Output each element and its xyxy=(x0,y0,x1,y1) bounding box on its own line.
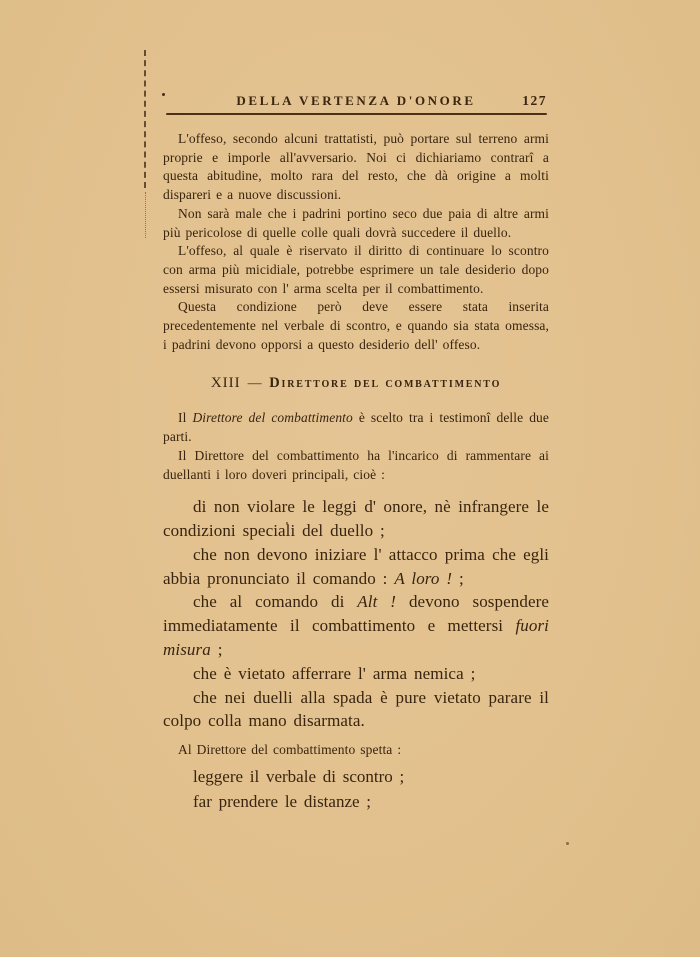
text-run: L'offeso, secondo alcuni trattatisti, può portare sul terreno armi proprie e imporle all'avversario. Noi ci dichiariamo contrarî a questa abitudine, molto rara del resto, che dà origine a molti dispareri e a nuove discussioni. xyxy=(163,131,549,203)
text-run: Non sarà male che i padrini portino seco due paia di altre armi più pericolose di quelle colle quali dovrà succedere il duello. xyxy=(163,205,549,240)
italic-text-run: Alt ! xyxy=(357,592,397,612)
italic-text-run: Direttore del combattimento xyxy=(192,410,353,426)
italic-text-run: fuori misura xyxy=(163,616,549,660)
spetta-line xyxy=(163,740,549,759)
chapter-heading xyxy=(163,375,549,392)
paragraph xyxy=(163,409,549,446)
text-column xyxy=(163,130,549,814)
tasks-list xyxy=(163,764,549,814)
text-run: è scelto tra i testimonî delle due parti. xyxy=(163,410,550,445)
paragraph xyxy=(163,662,549,686)
page-number: 127 xyxy=(522,93,547,108)
paragraph xyxy=(163,242,549,298)
paragraph xyxy=(163,130,549,205)
paragraph xyxy=(163,789,549,814)
text-run: L'offeso, al quale è riservato il diritto di continuare lo scontro con arma più micidiale, potrebbe esprimere un tale desiderio dopo essersi misurato con l' arma scelta per il combattimento. xyxy=(163,243,549,296)
duties-list xyxy=(163,495,549,733)
paragraph xyxy=(163,543,549,591)
paragraph xyxy=(163,590,549,661)
text-run: che è vietato afferrare l' arma nemica ; xyxy=(193,663,476,683)
text-run: ; xyxy=(210,640,223,660)
paragraph xyxy=(163,740,549,759)
text-run: devono sospendere immediatamente il combattimento e mettersi xyxy=(163,592,550,636)
chapter-numeral: XIII xyxy=(210,375,241,392)
director-paragraphs xyxy=(163,409,549,484)
binding-stitch-marks-faint xyxy=(145,192,146,238)
chapter-heading-dash: — xyxy=(247,376,263,392)
running-header-title: DELLA VERTENZA D'ONORE xyxy=(236,93,476,108)
header-rule xyxy=(166,113,547,115)
scan-speck xyxy=(566,842,569,845)
text-run: Il Direttore del combattimento ha l'incarico di rammentare ai duellanti i loro doveri principali, cioè : xyxy=(163,447,549,482)
intro-paragraphs xyxy=(163,130,549,354)
text-run: Il xyxy=(178,410,193,426)
running-header xyxy=(164,93,548,111)
paragraph xyxy=(163,447,549,484)
italic-text-run: A loro ! xyxy=(394,568,453,588)
paragraph xyxy=(163,686,549,734)
paragraph xyxy=(163,298,549,354)
text-run: leggere il verbale di scontro ; xyxy=(193,767,405,787)
paragraph xyxy=(163,764,549,789)
text-run: Al Direttore del combattimento spetta : xyxy=(178,742,402,758)
text-run: che nei duelli alla spada è pure vietato parare il colpo colla mano disarmata. xyxy=(163,687,549,731)
text-run: di non violare le leggi d' onore, nè infrangere le condizioni speciali del duello ; xyxy=(163,497,549,541)
paragraph xyxy=(163,495,549,543)
text-run: ; xyxy=(452,568,464,588)
paragraph xyxy=(163,205,549,242)
text-run: far prendere le distanze ; xyxy=(193,792,372,812)
binding-stitch-marks xyxy=(144,50,146,188)
text-run: che non devono iniziare l' attacco prima che egli abbia pronunciato il comando : xyxy=(163,544,549,588)
chapter-title: Direttore del combattimento xyxy=(269,375,502,392)
text-run: Questa condizione però deve essere stata inserita precedentemente nel verbale di scontro, e quando sia stata omessa, i padrini devono opporsi a questo desiderio dell' offeso. xyxy=(163,299,549,352)
text-run: che al comando di xyxy=(193,592,358,612)
